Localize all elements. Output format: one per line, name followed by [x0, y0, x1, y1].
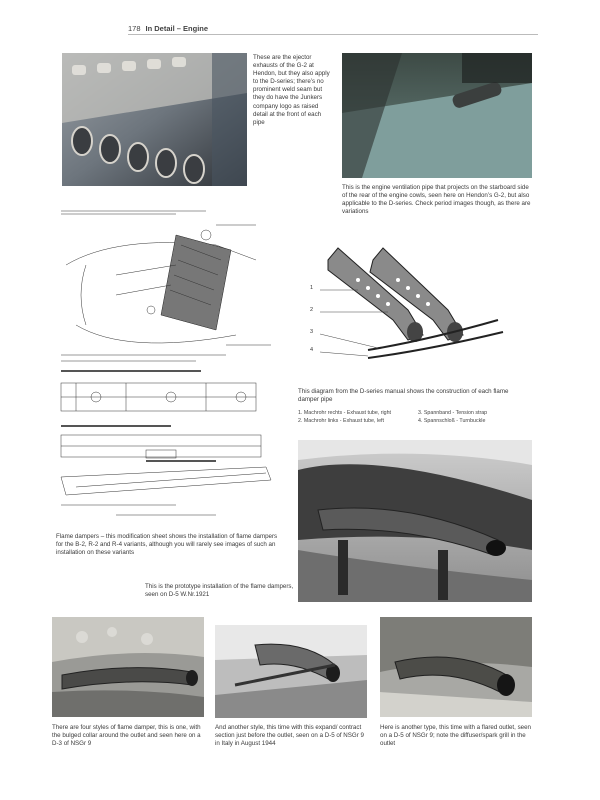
legend-item: 4. Spannschloß - Turnbuckle: [418, 418, 486, 424]
photo-bulged-collar: [52, 617, 204, 717]
caption-flame-damper-diagram: This diagram from the D-series manual shows the construction of each flame damper pipe: [298, 388, 509, 404]
diagram-number-3: 3: [310, 329, 314, 335]
legend-item: 2. Machrohr links - Exhaust tube, left: [298, 418, 384, 424]
photo-prototype-installation: [298, 440, 532, 602]
diagram-number-1: 1: [310, 285, 314, 291]
diagram-number-2: 2: [310, 307, 314, 313]
photo-ventilation-pipe: [342, 53, 532, 178]
photo-flared-outlet: [380, 617, 532, 717]
drawing-modification-sheet: [56, 205, 281, 525]
page-number: 178: [128, 24, 141, 33]
photo-expand-contract: [215, 625, 367, 718]
caption-ejector-exhausts: These are the ejector exhausts of the G-2 at Hendon, but they also apply to the D-series; there’s no prominent weld seam but they do have the Junkers company logo as raised detail at the front of each pipe: [253, 54, 330, 126]
caption-modification-sheet: Flame dampers – this modification sheet shows the installation of flame dampers for the B-2, R-2 and R-4 variants, although you will rarely see images of such an installation on these variants: [56, 533, 278, 557]
header-rule: [128, 34, 538, 35]
running-header: [128, 24, 208, 33]
caption-ventilation-pipe: This is the engine ventilation pipe that projects on the starboard side of the rear of the engine cowls, seen here on Hendon’s G-2, but also applicable to the D-series. Check period images though, as there are variations: [342, 184, 531, 216]
section-title: In Detail – Engine: [145, 24, 209, 33]
diagram-flame-damper: [298, 240, 523, 380]
caption-another-style: And another style, this time with this expand/ contract section just before the outlet, seen on a D-5 of NSGr 9 in Italy in August 1944: [215, 724, 364, 748]
legend-item: 1. Machrohr rechts - Exhaust tube, right: [298, 410, 392, 416]
diagram-number-4: 4: [310, 347, 314, 353]
legend-item: 3. Spannband - Tension strap: [418, 410, 488, 416]
caption-prototype: This is the prototype installation of the flame dampers, seen on D-5 W.Nr.1921: [145, 583, 294, 599]
photo-ejector-exhausts: [62, 53, 247, 186]
caption-four-styles: There are four styles of flame damper, this is one, with the bulged collar around the outlet and seen here on a D-3 of NSGr 9: [52, 724, 201, 748]
caption-flared-outlet: Here is another type, this time with a flared outlet, seen on a D-5 of NSGr 9; note the diffuser/spark grill in the outlet: [380, 724, 531, 748]
